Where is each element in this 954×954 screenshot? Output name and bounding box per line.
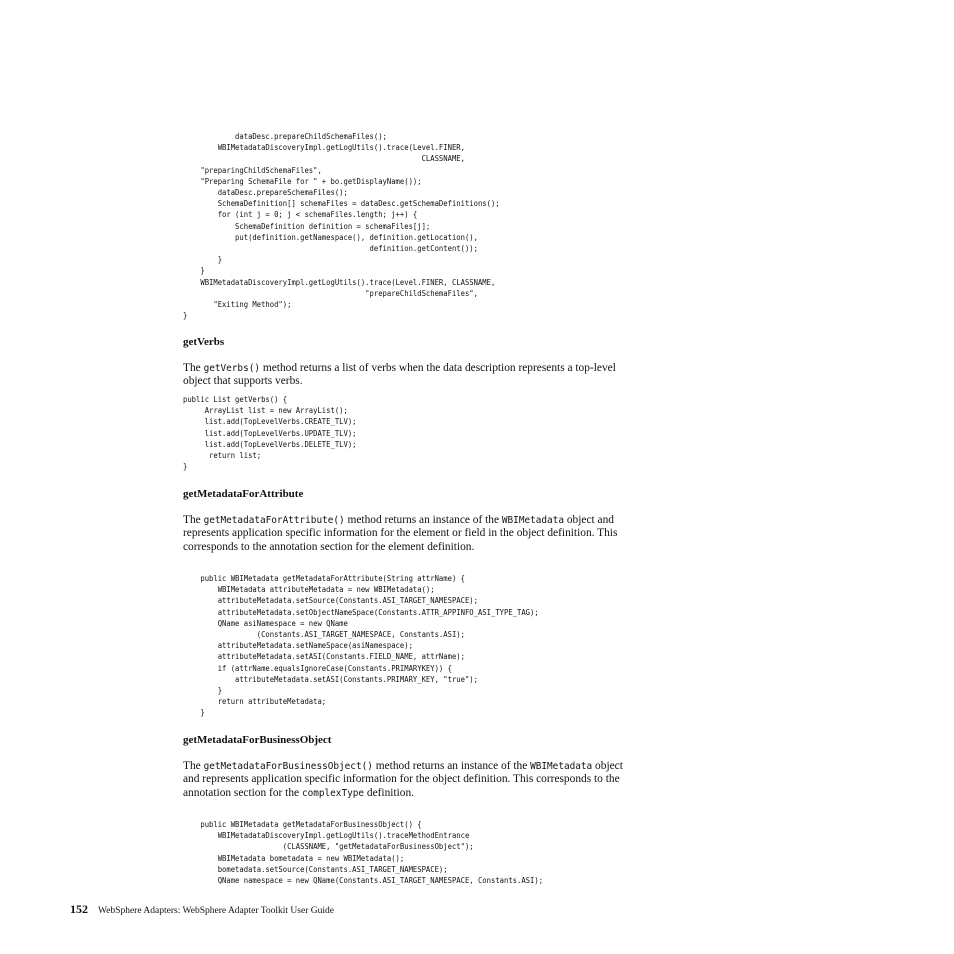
section-heading-get-metadata-for-attribute: getMetadataForAttribute — [183, 488, 304, 500]
inline-code: getMetadataForAttribute() — [203, 515, 345, 526]
paragraph-text: The — [183, 362, 204, 374]
code-block-get-metadata-for-attribute: public WBIMetadata getMetadataForAttribute(String attrName) { WBIMetadata attributeMetadata = new WBIMetadata(); attributeMetadata.setSource(Constants.ASI_TARGET_NAMESPACE); attributeMetadata.setObjectNameSpace(Constants.ATTR_APPINFO_ASI_TYPE_TAG); QName asiNamespace = new QName (Constants.ASI_TARGET_NAMESPACE, Constants.ASI); attributeMetadata.setNameSpace(asiNamespace); attributeMetadata.setASI(Constants.FIELD_NAME, attrName); if (attrName.equalsIgnoreCase(Constants.PRIMARYKEY)) { attributeMetadata.setASI(Constants.PRIMARY_KEY, "true"); } return attributeMetadata; } — [200, 573, 539, 718]
paragraph-get-metadata-for-business-object — [183, 760, 623, 800]
inline-code: WBIMetadata — [501, 515, 564, 526]
footer-title: WebSphere Adapters: WebSphere Adapter Toolkit User Guide — [98, 906, 334, 916]
paragraph-text: object and represents application specific information for the element or field in the object definition. This corresponds to the annotation section for the element definition. — [183, 514, 618, 553]
paragraph-text: definition. — [364, 786, 415, 799]
paragraph-get-verbs — [183, 362, 623, 389]
code-block-get-verbs: public List getVerbs() { ArrayList list = new ArrayList(); list.add(TopLevelVerbs.CREATE_TLV); list.add(TopLevelVerbs.UPDATE_TLV); list.add(TopLevelVerbs.DELETE_TLV); return list; } — [183, 394, 357, 472]
paragraph-text: method returns a list of verbs when the data description represents a top-level object that supports verbs. — [183, 362, 616, 388]
section-heading-get-metadata-for-business-object: getMetadataForBusinessObject — [183, 734, 332, 746]
inline-code: getVerbs() — [203, 363, 261, 374]
section-heading-get-verbs: getVerbs — [183, 336, 225, 348]
paragraph-text: object and represents application specific information for the object definition. This corresponds to the annotation section for the — [183, 760, 623, 799]
code-block-prepare-child-schema-files: dataDesc.prepareChildSchemaFiles(); WBIMetadataDiscoveryImpl.getLogUtils().trace(Level.FINER, CLASSNAME, "preparingChildSchemaFiles", "Preparing SchemaFile for " + bo.getDisplayName()); dataDesc.prepareSchemaFiles(); SchemaDefinition[] schemaFiles = dataDesc.getSchemaDefinitions(); for (int j = 0; j < schemaFiles.length; j++) { SchemaDefinition definition = schemaFiles[j]; put(definition.getNamespace(), definition.getLocation(), definition.getContent()); } } WBIMetadataDiscoveryImpl.getLogUtils().trace(Level.FINER, CLASSNAME, "prepareChildSchemaFiles", "Exiting Method"); } — [183, 131, 500, 321]
code-block-get-metadata-for-business-object: public WBIMetadata getMetadataForBusinessObject() { WBIMetadataDiscoveryImpl.getLogUtils().traceMethodEntrance (CLASSNAME, "getMetadataForBusinessObject"); WBIMetadata bometadata = new WBIMetadata(); bometadata.setSource(Constants.ASI_TARGET_NAMESPACE); QName namespace = new QName(Constants.ASI_TARGET_NAMESPACE, Constants.ASI); — [200, 819, 544, 886]
paragraph-text: The — [183, 514, 204, 526]
inline-code: getMetadataForBusinessObject() — [203, 761, 373, 772]
inline-code: WBIMetadata — [530, 761, 593, 772]
paragraph-text: method returns an instance of the — [344, 514, 502, 526]
paragraph-text: method returns an instance of the — [372, 760, 531, 772]
page-number: 152 — [70, 902, 88, 916]
paragraph-text: The — [183, 760, 204, 772]
paragraph-get-metadata-for-attribute — [183, 514, 623, 554]
inline-code: complexType — [301, 787, 365, 799]
page-footer — [70, 902, 334, 917]
